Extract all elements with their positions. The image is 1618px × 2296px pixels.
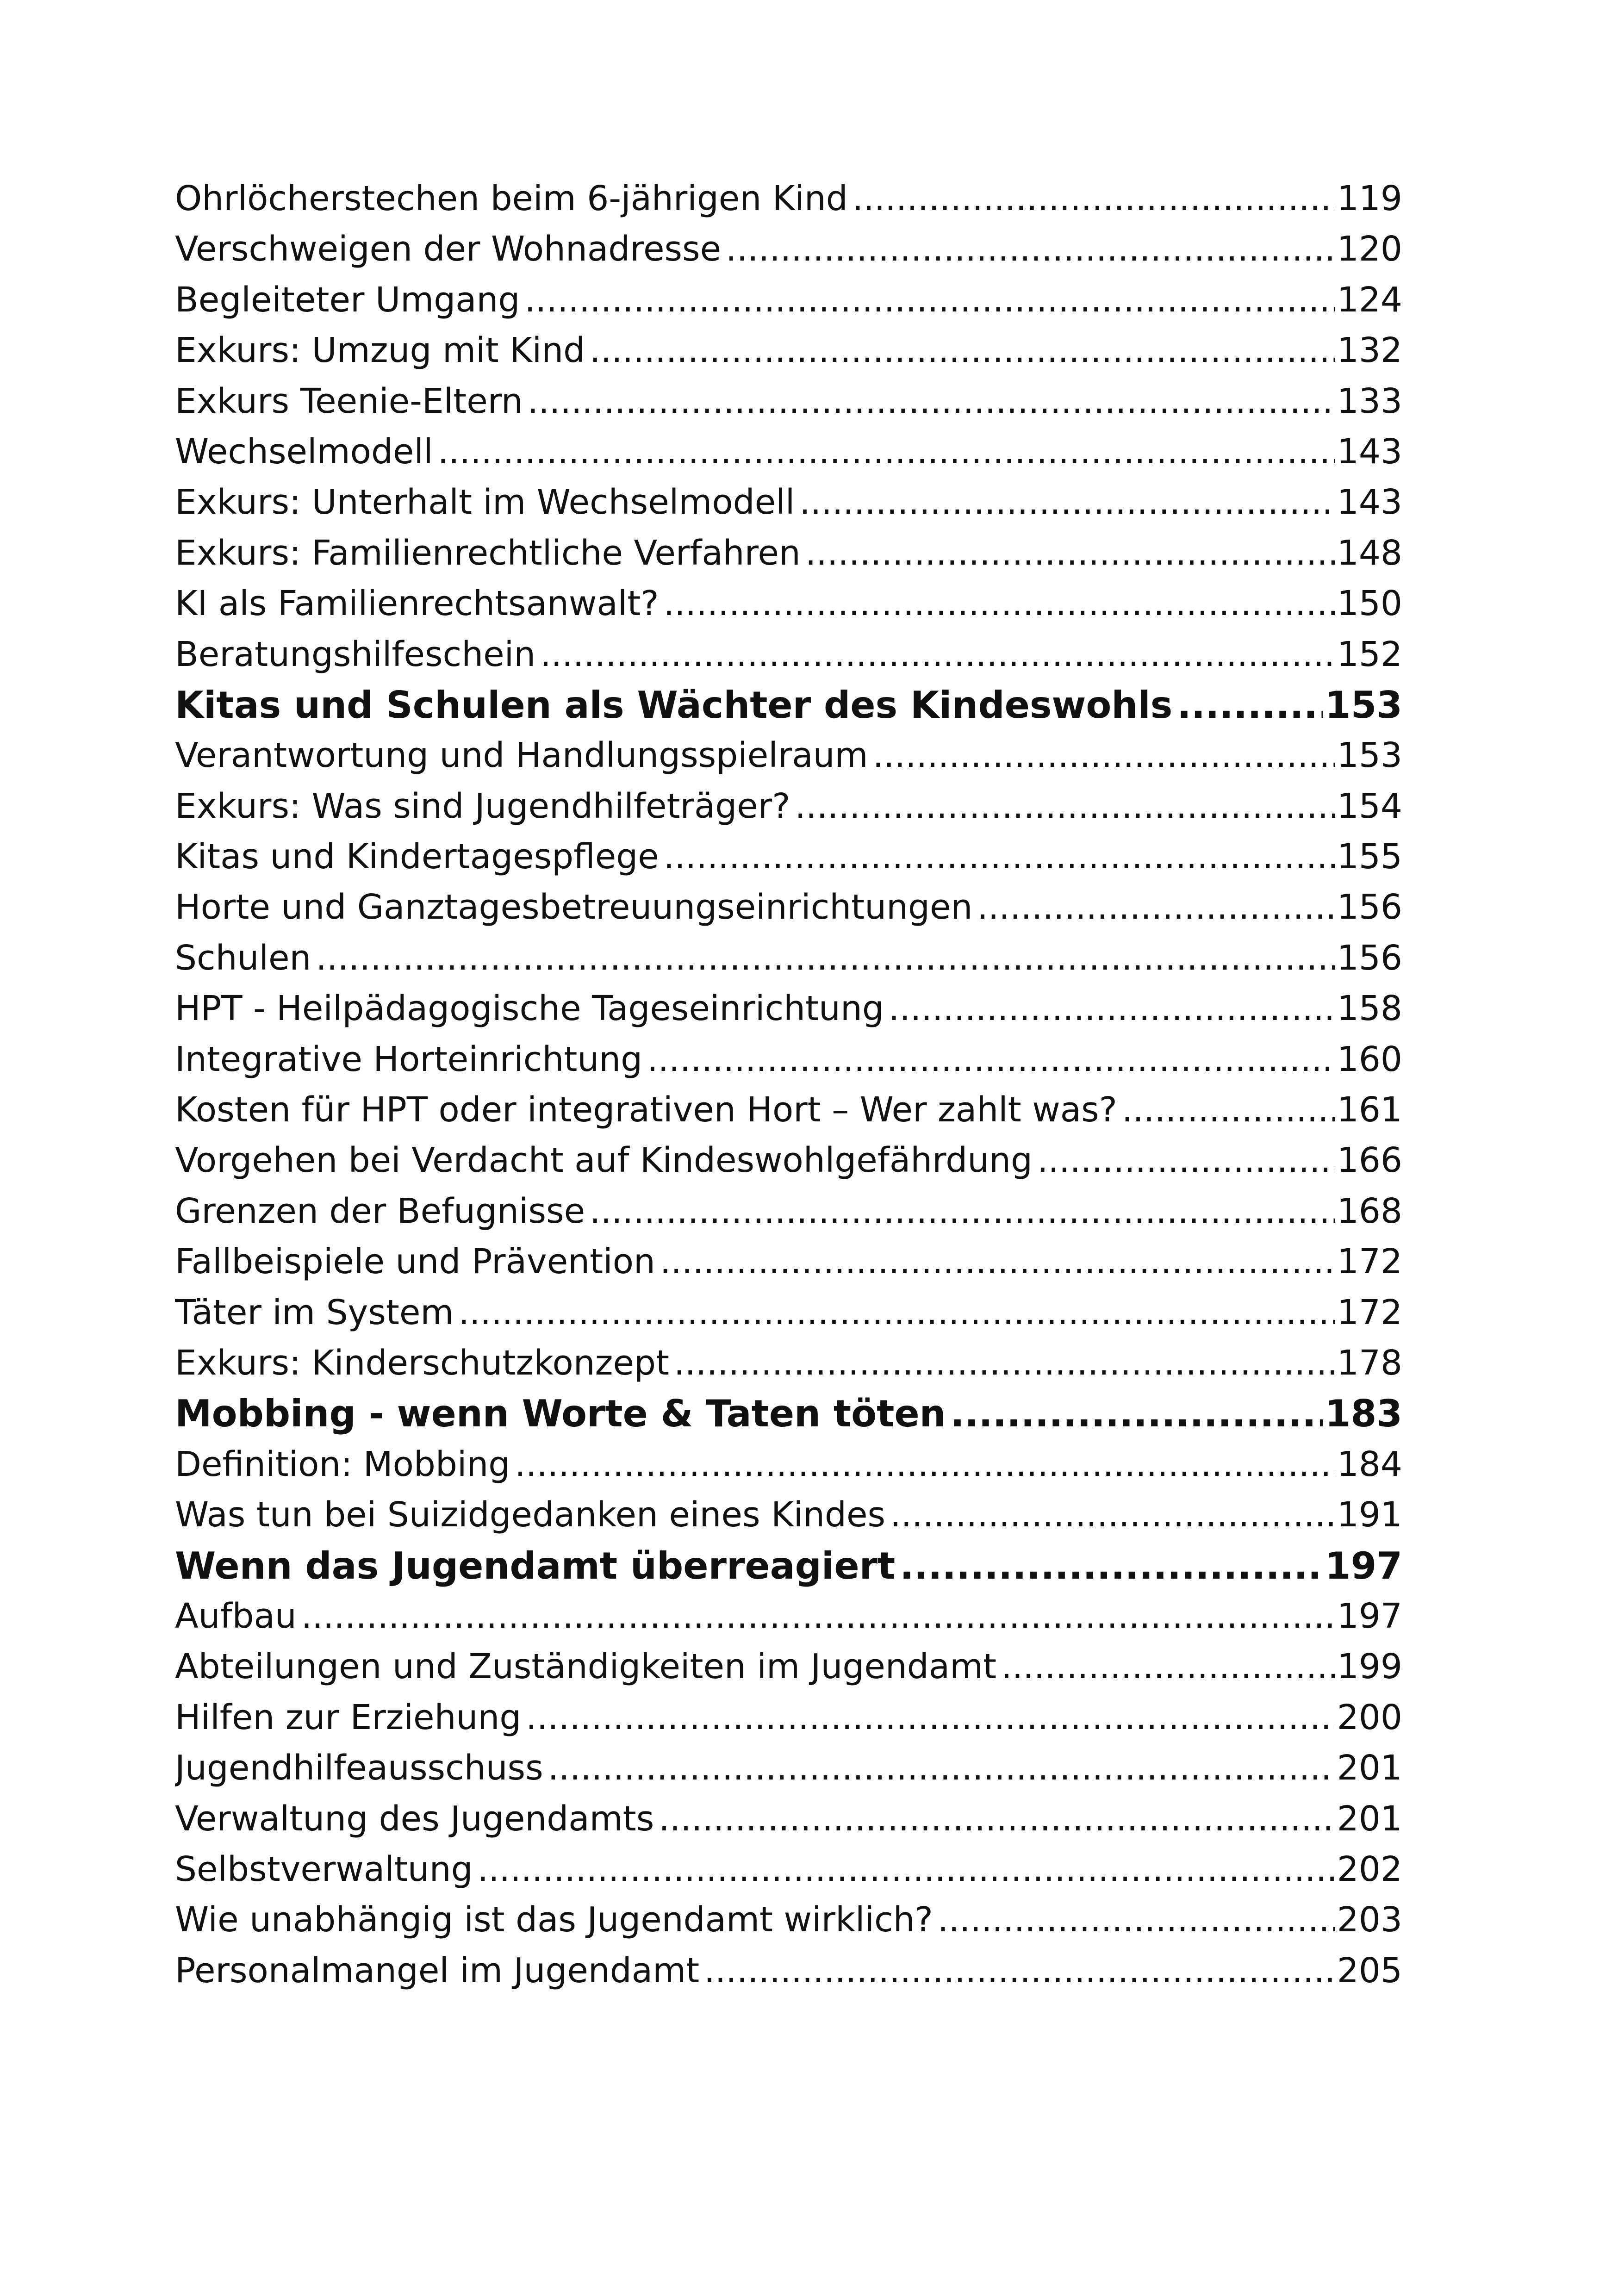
toc-entry-title: Exkurs: Was sind Jugendhilfeträger? [175, 786, 790, 826]
toc-entry [175, 579, 1402, 629]
toc-dot-leader [660, 1237, 1335, 1287]
toc-page-number: 201 [1337, 1798, 1402, 1839]
toc-page-number: 205 [1337, 1950, 1402, 1991]
table-of-contents [175, 174, 1402, 1996]
toc-dot-leader [301, 1591, 1335, 1642]
toc-dot-leader [853, 174, 1335, 224]
toc-page-number: 200 [1337, 1697, 1402, 1737]
toc-entry [175, 933, 1402, 983]
toc-dot-leader [873, 730, 1335, 781]
toc-entry-title: Aufbau [175, 1596, 297, 1636]
toc-page-number: 184 [1337, 1444, 1402, 1484]
toc-chapter-entry [175, 680, 1402, 730]
toc-entry [175, 1946, 1402, 1996]
toc-page-number: 143 [1337, 482, 1402, 523]
toc-entry-title: Personalmangel im Jugendamt [175, 1950, 700, 1991]
toc-entry-title: Exkurs: Familienrechtliche Verfahren [175, 533, 801, 573]
toc-page-number: 120 [1337, 229, 1402, 269]
toc-entry [175, 882, 1402, 933]
toc-dot-leader [647, 1034, 1335, 1085]
toc-page-number: 202 [1337, 1849, 1402, 1889]
toc-page-number: 199 [1337, 1647, 1402, 1687]
toc-entry-title: Integrative Horteinrichtung [175, 1039, 643, 1079]
toc-entry [175, 1085, 1402, 1135]
toc-entry-title: Begleiteter Umgang [175, 280, 520, 320]
toc-page-number: 153 [1337, 735, 1402, 776]
toc-entry-title: Was tun bei Suizidgedanken eines Kindes [175, 1495, 886, 1535]
toc-entry-title: Wenn das Jugendamt überreagiert [175, 1544, 896, 1587]
toc-entry [175, 1186, 1402, 1237]
toc-entry-title: KI als Familienrechtsanwalt? [175, 584, 659, 624]
toc-dot-leader [590, 325, 1335, 376]
toc-entry-title: Wie unabhängig ist das Jugendamt wirklich? [175, 1900, 933, 1940]
toc-page-number: 183 [1325, 1392, 1402, 1436]
toc-entry-title: Hilfen zur Erziehung [175, 1697, 522, 1737]
toc-entry-title: Verwaltung des Jugendamts [175, 1798, 654, 1839]
toc-entry [175, 1844, 1402, 1895]
toc-entry [175, 1439, 1402, 1490]
toc-entry [175, 1794, 1402, 1844]
toc-entry [175, 1135, 1402, 1186]
toc-page-number: 160 [1337, 1039, 1402, 1079]
toc-page-number: 155 [1337, 837, 1402, 877]
toc-dot-leader [890, 1490, 1335, 1540]
toc-dot-leader [659, 1794, 1335, 1844]
toc-page-number: 166 [1337, 1140, 1402, 1181]
toc-entry [175, 832, 1402, 882]
toc-page-number: 124 [1337, 280, 1402, 320]
toc-entry [175, 1490, 1402, 1540]
toc-dot-leader [590, 1186, 1335, 1237]
toc-dot-leader [704, 1946, 1335, 1996]
toc-entry-title: Selbstverwaltung [175, 1849, 473, 1889]
toc-page-number: 156 [1337, 938, 1402, 978]
toc-entry [175, 528, 1402, 579]
toc-page-number: 133 [1337, 381, 1402, 421]
toc-page-number: 172 [1337, 1242, 1402, 1282]
toc-page-number: 197 [1337, 1596, 1402, 1636]
toc-entry-title: Fallbeispiele und Prävention [175, 1242, 655, 1282]
toc-page-number: 132 [1337, 330, 1402, 371]
toc-dot-leader [1177, 680, 1323, 730]
toc-entry-title: Vorgehen bei Verdacht auf Kindeswohlgefährdung [175, 1140, 1033, 1181]
toc-dot-leader [900, 1541, 1323, 1591]
toc-entry-title: Definition: Mobbing [175, 1444, 510, 1484]
toc-entry-title: Jugendhilfeausschuss [175, 1748, 543, 1788]
toc-dot-leader [515, 1439, 1335, 1490]
toc-chapter-entry [175, 1541, 1402, 1591]
toc-page-number: 154 [1337, 786, 1402, 826]
toc-entry-title: Exkurs: Kinderschutzkonzept [175, 1343, 670, 1383]
toc-entry [175, 1591, 1402, 1642]
toc-entry-title: Exkurs: Unterhalt im Wechselmodell [175, 482, 795, 523]
toc-dot-leader [1122, 1085, 1335, 1135]
toc-dot-leader [805, 528, 1335, 579]
toc-entry [175, 1288, 1402, 1338]
toc-entry [175, 427, 1402, 477]
toc-entry [175, 477, 1402, 528]
toc-entry-title: Schulen [175, 938, 311, 978]
toc-entry-title: Mobbing - wenn Worte & Taten töten [175, 1392, 946, 1436]
toc-entry [175, 629, 1402, 680]
toc-dot-leader [438, 427, 1335, 477]
toc-dot-leader [1001, 1642, 1335, 1692]
toc-entry-title: Täter im System [175, 1292, 454, 1332]
toc-page-number: 148 [1337, 533, 1402, 573]
toc-dot-leader [526, 1692, 1335, 1743]
toc-dot-leader [459, 1288, 1335, 1338]
toc-dot-leader [540, 629, 1335, 680]
toc-page-number: 191 [1337, 1495, 1402, 1535]
toc-page-number: 197 [1325, 1544, 1402, 1587]
toc-page-number: 168 [1337, 1191, 1402, 1231]
toc-dot-leader [938, 1895, 1335, 1945]
toc-entry-title: Verschweigen der Wohnadresse [175, 229, 722, 269]
toc-dot-leader [1037, 1135, 1335, 1186]
toc-entry-title: Exkurs: Umzug mit Kind [175, 330, 585, 371]
toc-dot-leader [889, 983, 1335, 1034]
toc-entry [175, 730, 1402, 781]
toc-entry [175, 376, 1402, 427]
toc-page-number: 143 [1337, 431, 1402, 472]
toc-dot-leader [977, 882, 1335, 933]
toc-dot-leader [799, 477, 1335, 528]
toc-entry [175, 1692, 1402, 1743]
toc-entry-title: Abteilungen und Zuständigkeiten im Jugendamt [175, 1647, 997, 1687]
toc-entry-title: Horte und Ganztagesbetreuungseinrichtungen [175, 887, 973, 927]
toc-page-number: 172 [1337, 1292, 1402, 1332]
toc-page-number: 119 [1337, 179, 1402, 218]
toc-entry [175, 781, 1402, 832]
toc-entry-title: Kitas und Kindertagespflege [175, 837, 659, 877]
toc-page-number: 201 [1337, 1748, 1402, 1788]
toc-page-number: 178 [1337, 1343, 1402, 1383]
toc-page-number: 203 [1337, 1900, 1402, 1940]
toc-entry [175, 1338, 1402, 1388]
toc-entry [175, 1743, 1402, 1793]
toc-page-number: 150 [1337, 584, 1402, 624]
toc-page-number: 161 [1337, 1090, 1402, 1130]
toc-dot-leader [664, 832, 1335, 882]
toc-entry [175, 1895, 1402, 1945]
toc-entry [175, 325, 1402, 376]
toc-entry-title: HPT - Heilpädagogische Tageseinrichtung [175, 989, 884, 1029]
toc-dot-leader [548, 1743, 1335, 1793]
toc-entry [175, 224, 1402, 274]
toc-entry-title: Ohrlöcherstechen beim 6-jährigen Kind [175, 179, 848, 218]
toc-entry [175, 1642, 1402, 1692]
toc-dot-leader [528, 376, 1335, 427]
toc-entry-title: Kitas und Schulen als Wächter des Kindeswohls [175, 683, 1173, 727]
toc-dot-leader [951, 1388, 1323, 1439]
toc-entry [175, 174, 1402, 224]
toc-entry-title: Verantwortung und Handlungsspielraum [175, 735, 868, 776]
toc-page-number: 158 [1337, 989, 1402, 1029]
toc-dot-leader [316, 933, 1335, 983]
toc-dot-leader [478, 1844, 1335, 1895]
toc-entry-title: Beratungshilfeschein [175, 634, 536, 674]
toc-entry-title: Grenzen der Befugnisse [175, 1191, 585, 1231]
toc-page-number: 153 [1325, 683, 1402, 727]
toc-dot-leader [726, 224, 1335, 274]
toc-chapter-entry [175, 1388, 1402, 1439]
toc-entry [175, 1034, 1402, 1085]
toc-entry [175, 275, 1402, 325]
toc-dot-leader [674, 1338, 1335, 1388]
toc-dot-leader [524, 275, 1335, 325]
toc-dot-leader [664, 579, 1335, 629]
toc-entry-title: Exkurs Teenie-Eltern [175, 381, 523, 421]
toc-entry [175, 983, 1402, 1034]
toc-dot-leader [795, 781, 1335, 832]
toc-page-number: 152 [1337, 634, 1402, 674]
toc-entry-title: Wechselmodell [175, 431, 433, 472]
toc-page-number: 156 [1337, 887, 1402, 927]
toc-entry [175, 1237, 1402, 1287]
toc-entry-title: Kosten für HPT oder integrativen Hort – Wer zahlt was? [175, 1090, 1117, 1130]
